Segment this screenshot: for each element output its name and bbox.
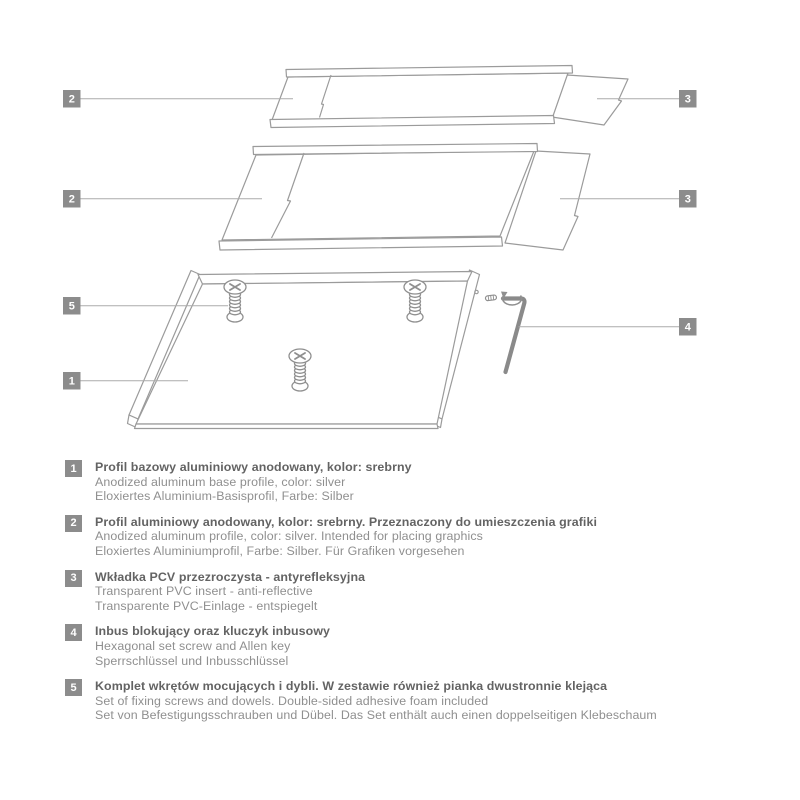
callout-badge-top-insert [679, 90, 697, 108]
legend-number-badge: 2 [65, 515, 82, 532]
svg-text:3: 3 [684, 93, 691, 106]
callout-badge-screws [63, 297, 81, 315]
legend-item-2 [65, 515, 775, 559]
callout-badge-mid-profile [63, 190, 81, 208]
legend-text-de: Eloxiertes Aluminiumprofil, Farbe: Silber. Für Grafiken vorgesehen [95, 543, 465, 558]
legend-item-5 [65, 679, 775, 723]
legend-title-pl: Profil bazowy aluminiowy anodowany, kolor: srebrny [95, 460, 412, 474]
legend-text-en: Anodized aluminum profile, color: silver. Intended for placing graphics [95, 529, 483, 544]
mid-profile-body [222, 151, 534, 240]
legend-number-badge: 3 [65, 570, 82, 587]
svg-text:2: 2 [68, 193, 75, 206]
parts-legend [65, 460, 775, 734]
set-screw-icon [485, 295, 497, 301]
legend-item-1 [65, 460, 775, 504]
svg-text:5: 5 [68, 300, 75, 313]
top-profile-body [272, 73, 568, 120]
legend-number-badge: 5 [65, 679, 82, 696]
legend-text-en: Set of fixing screws and dowels. Double-sided adhesive foam included [95, 693, 489, 708]
svg-text:1: 1 [68, 375, 75, 388]
callout-badge-base-profile [63, 372, 81, 390]
legend-text-de: Set von Befestigungsschrauben und Dübel. Das Set enthält auch einen doppelseitigen Klebeschaum [95, 708, 657, 723]
mid-profile-assembly [219, 144, 590, 251]
legend-title-pl: Inbus blokujący oraz kluczyk inbusowy [95, 624, 331, 639]
legend-text-de: Eloxiertes Aluminium-Basisprofil, Farbe: Silber [95, 489, 354, 504]
legend-title-pl: Komplet wkrętów mocujących i dybli. W zestawie również pianka dwustronnie klejąca [95, 679, 608, 694]
svg-text:3: 3 [684, 193, 691, 206]
svg-text:4: 4 [684, 321, 691, 334]
callout-badge-mid-insert [679, 190, 697, 208]
base-flange-hole [475, 290, 478, 293]
allen-key-icon [503, 299, 524, 373]
callout-badge-allen-key [679, 318, 697, 336]
base-bottom-edge [135, 424, 439, 429]
legend-item-4 [65, 624, 775, 668]
callout-badge-top-profile [63, 90, 81, 108]
legend-item-3 [65, 570, 775, 614]
legend-title-pl: Profil aluminiowy anodowany, kolor: srebrny. Przeznaczony do umieszczenia grafiki [95, 514, 597, 529]
legend-title-pl: Wkładka PCV przezroczysta - antyrefleksyjna [95, 569, 366, 584]
legend-number-badge: 1 [65, 460, 82, 477]
legend-text-en: Transparent PVC insert - anti-reflective [95, 584, 313, 599]
legend-text-de: Sperrschlüssel und Inbusschlüssel [95, 653, 289, 668]
legend-number-badge: 4 [65, 624, 82, 641]
svg-text:2: 2 [68, 93, 75, 106]
legend-text-en: Hexagonal set screw and Allen key [95, 638, 291, 653]
top-profile-assembly [270, 66, 628, 128]
legend-text-en: Anodized aluminum base profile, color: silver [95, 474, 346, 489]
legend-text-de: Transparente PVC-Einlage - entspiegelt [95, 598, 318, 613]
